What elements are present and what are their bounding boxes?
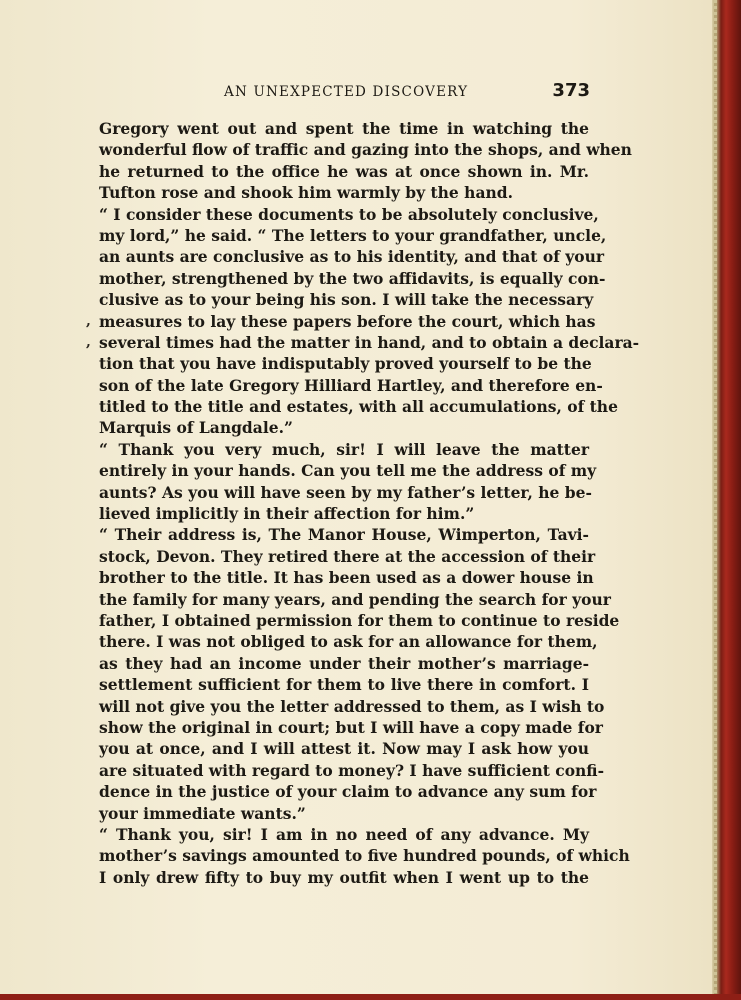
text-line: you at once, and I will attest it. Now may I ask how you: [99, 739, 589, 759]
text-line: clusive as to your being his son. I will take the necessary: [99, 290, 594, 310]
text-line: wonderful flow of traffic and gazing into the shops, and when: [99, 140, 632, 160]
text-line: brother to the title. It has been used as a dower house in: [99, 568, 594, 588]
text-line: son of the late Gregory Hilliard Hartley, and therefore en-: [99, 375, 603, 395]
running-title: AN UNEXPECTED DISCOVERY: [224, 84, 469, 100]
book-cover-edge: [0, 994, 741, 1000]
book-binding-edge: [712, 0, 741, 1000]
text-line: “ I consider these documents to be absolutely conclusive,: [99, 204, 599, 224]
text-line: an aunts are conclusive as to his identity, and that of your: [99, 247, 605, 267]
body-text: [99, 118, 640, 888]
text-line: show the original in court; but I will have a copy made for: [99, 717, 603, 737]
text-line: the family for many years, and pending the search for your: [99, 589, 611, 609]
text-line: stock, Devon. They retired there at the accession of their: [99, 546, 596, 566]
text-line: I only drew fifty to buy my outfit when I went up to the: [99, 867, 589, 887]
text-line: tion that you have indisputably proved yourself to be the: [99, 354, 592, 374]
text-line: “ Their address is, The Manor House, Wimperton, Tavi-: [99, 525, 589, 545]
text-line: settlement sufficient for them to live there in comfort. I: [99, 675, 589, 695]
text-line: “ Thank you very much, sir! I will leave the matter: [99, 439, 589, 459]
text-line: your immediate wants.”: [99, 803, 306, 823]
text-line: mother, strengthened by the two affidavits, is equally con-: [99, 268, 606, 288]
text-line: there. I was not obliged to ask for an allowance for them,: [99, 632, 598, 652]
text-line: as they had an income under their mother’s marriage-: [99, 653, 589, 673]
margin-mark: ,: [86, 313, 91, 329]
page-header: [100, 80, 590, 104]
text-line: aunts? As you will have seen by my father’s letter, he be-: [99, 482, 592, 502]
text-line: measures to lay these papers before the court, which has: [99, 311, 596, 331]
text-line: entirely in your hands. Can you tell me the address of my: [99, 461, 597, 481]
text-line: several times had the matter in hand, and to obtain a declara-: [99, 332, 640, 352]
text-line: Gregory went out and spent the time in watching the: [99, 119, 589, 138]
text-line: father, I obtained permission for them to continue to reside: [99, 610, 620, 630]
text-line: “ Thank you, sir! I am in no need of any advance. My: [99, 824, 589, 844]
page-number: 373: [552, 80, 590, 101]
text-line: lieved implicitly in their affection for him.”: [99, 504, 475, 524]
text-line: my lord,” he said. “ The letters to your grandfather, uncle,: [99, 225, 607, 245]
text-line: dence in the justice of your claim to advance any sum for: [99, 782, 597, 802]
margin-mark: ,: [86, 334, 91, 350]
text-line: are situated with regard to money? I have sufficient confi-: [99, 760, 605, 780]
text-line: he returned to the office he was at once shown in. Mr.: [99, 161, 589, 181]
page-stack-edge: [714, 0, 717, 1000]
text-line: will not give you the letter addressed to them, as I wish to: [99, 696, 605, 716]
text-line: Marquis of Langdale.”: [99, 418, 293, 438]
text-line: titled to the title and estates, with all accumulations, of the: [99, 397, 618, 417]
text-line: Tufton rose and shook him warmly by the hand.: [99, 183, 513, 203]
text-line: mother’s savings amounted to five hundred pounds, of which: [99, 846, 630, 866]
